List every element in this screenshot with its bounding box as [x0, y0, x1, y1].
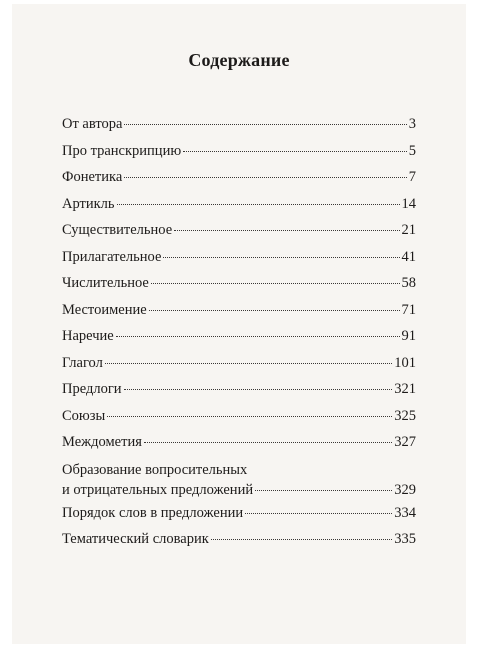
- toc-entry-page: 91: [401, 328, 416, 344]
- toc-entry-label: Про транскрипцию: [62, 142, 182, 159]
- toc-entry: [62, 355, 416, 382]
- toc-entry-page: 14: [401, 195, 416, 212]
- toc-entry-label: Союзы: [62, 407, 106, 424]
- toc-entry: [62, 169, 416, 196]
- dot-leader: [124, 389, 393, 390]
- toc-entry: [62, 434, 416, 461]
- dot-leader: [107, 416, 392, 417]
- dot-leader: [255, 490, 392, 491]
- dot-leader: [183, 151, 407, 152]
- toc-entry-label: Числительное: [62, 275, 149, 291]
- toc-entry: [62, 531, 416, 558]
- toc-entry: [62, 196, 416, 223]
- toc-entry-page: 58: [401, 275, 416, 291]
- toc-entry-label-line1: Образование вопросительных: [62, 461, 248, 478]
- toc-entry-label: От автора: [62, 116, 123, 132]
- toc-entry-page: 7: [408, 169, 416, 185]
- dot-leader: [124, 177, 406, 178]
- toc-entry-label: Предлоги: [62, 381, 122, 397]
- toc-entry-label: Глагол: [62, 354, 103, 371]
- toc-entry-label: Междометия: [62, 434, 142, 450]
- dot-leader: [245, 513, 392, 514]
- toc-entry-page: 21: [401, 222, 416, 238]
- toc-entry-page: 321: [394, 381, 416, 397]
- book-page: [12, 4, 466, 644]
- toc-entry: [62, 249, 416, 276]
- toc-entry: [62, 302, 416, 329]
- toc-entry-label-line2: и отрицательных предложений: [62, 481, 254, 498]
- toc-entry-last-line: [62, 482, 416, 499]
- toc-entry: [62, 143, 416, 170]
- toc-entry: [62, 408, 416, 435]
- toc-entry-page: 41: [401, 248, 416, 265]
- dot-leader: [211, 539, 392, 540]
- dot-leader: [117, 204, 400, 205]
- toc-entry-label: Тематический словарик: [62, 531, 209, 547]
- table-of-contents: [62, 116, 416, 558]
- dot-leader: [163, 257, 399, 258]
- dot-leader: [105, 363, 392, 364]
- dot-leader: [151, 283, 400, 284]
- toc-entry-label: Порядок слов в предложении: [62, 504, 244, 521]
- toc-entry-page: 5: [408, 142, 416, 159]
- toc-entry: [62, 381, 416, 408]
- toc-entry-page: 329: [394, 481, 416, 498]
- toc-entry-label: Наречие: [62, 328, 114, 344]
- dot-leader: [174, 230, 399, 231]
- toc-entry-label: Артикль: [62, 195, 115, 212]
- toc-entry-page: 3: [408, 116, 416, 132]
- dot-leader: [124, 124, 406, 125]
- toc-entry-page: 71: [401, 301, 416, 318]
- toc-entry-label: Фонетика: [62, 169, 123, 185]
- toc-entry: [62, 505, 416, 532]
- toc-entry: [62, 116, 416, 143]
- toc-entry-page: 335: [394, 531, 416, 547]
- toc-entry-page: 334: [394, 504, 416, 521]
- dot-leader: [144, 442, 392, 443]
- toc-entry-label: Местоимение: [62, 301, 147, 318]
- toc-entry-lines: [62, 462, 416, 499]
- toc-entry-page: 327: [394, 434, 416, 450]
- toc-entry-page: 101: [394, 354, 416, 371]
- toc-entry: [62, 275, 416, 302]
- page-title: Содержание: [188, 50, 290, 70]
- toc-entry-page: 325: [394, 407, 416, 424]
- toc-entry: [62, 222, 416, 249]
- dot-leader: [116, 336, 400, 337]
- toc-entry: [62, 462, 416, 499]
- dot-leader: [149, 310, 400, 311]
- toc-entry-label: Прилагательное: [62, 248, 162, 265]
- toc-entry-label: Существительное: [62, 222, 173, 238]
- toc-entry: [62, 328, 416, 355]
